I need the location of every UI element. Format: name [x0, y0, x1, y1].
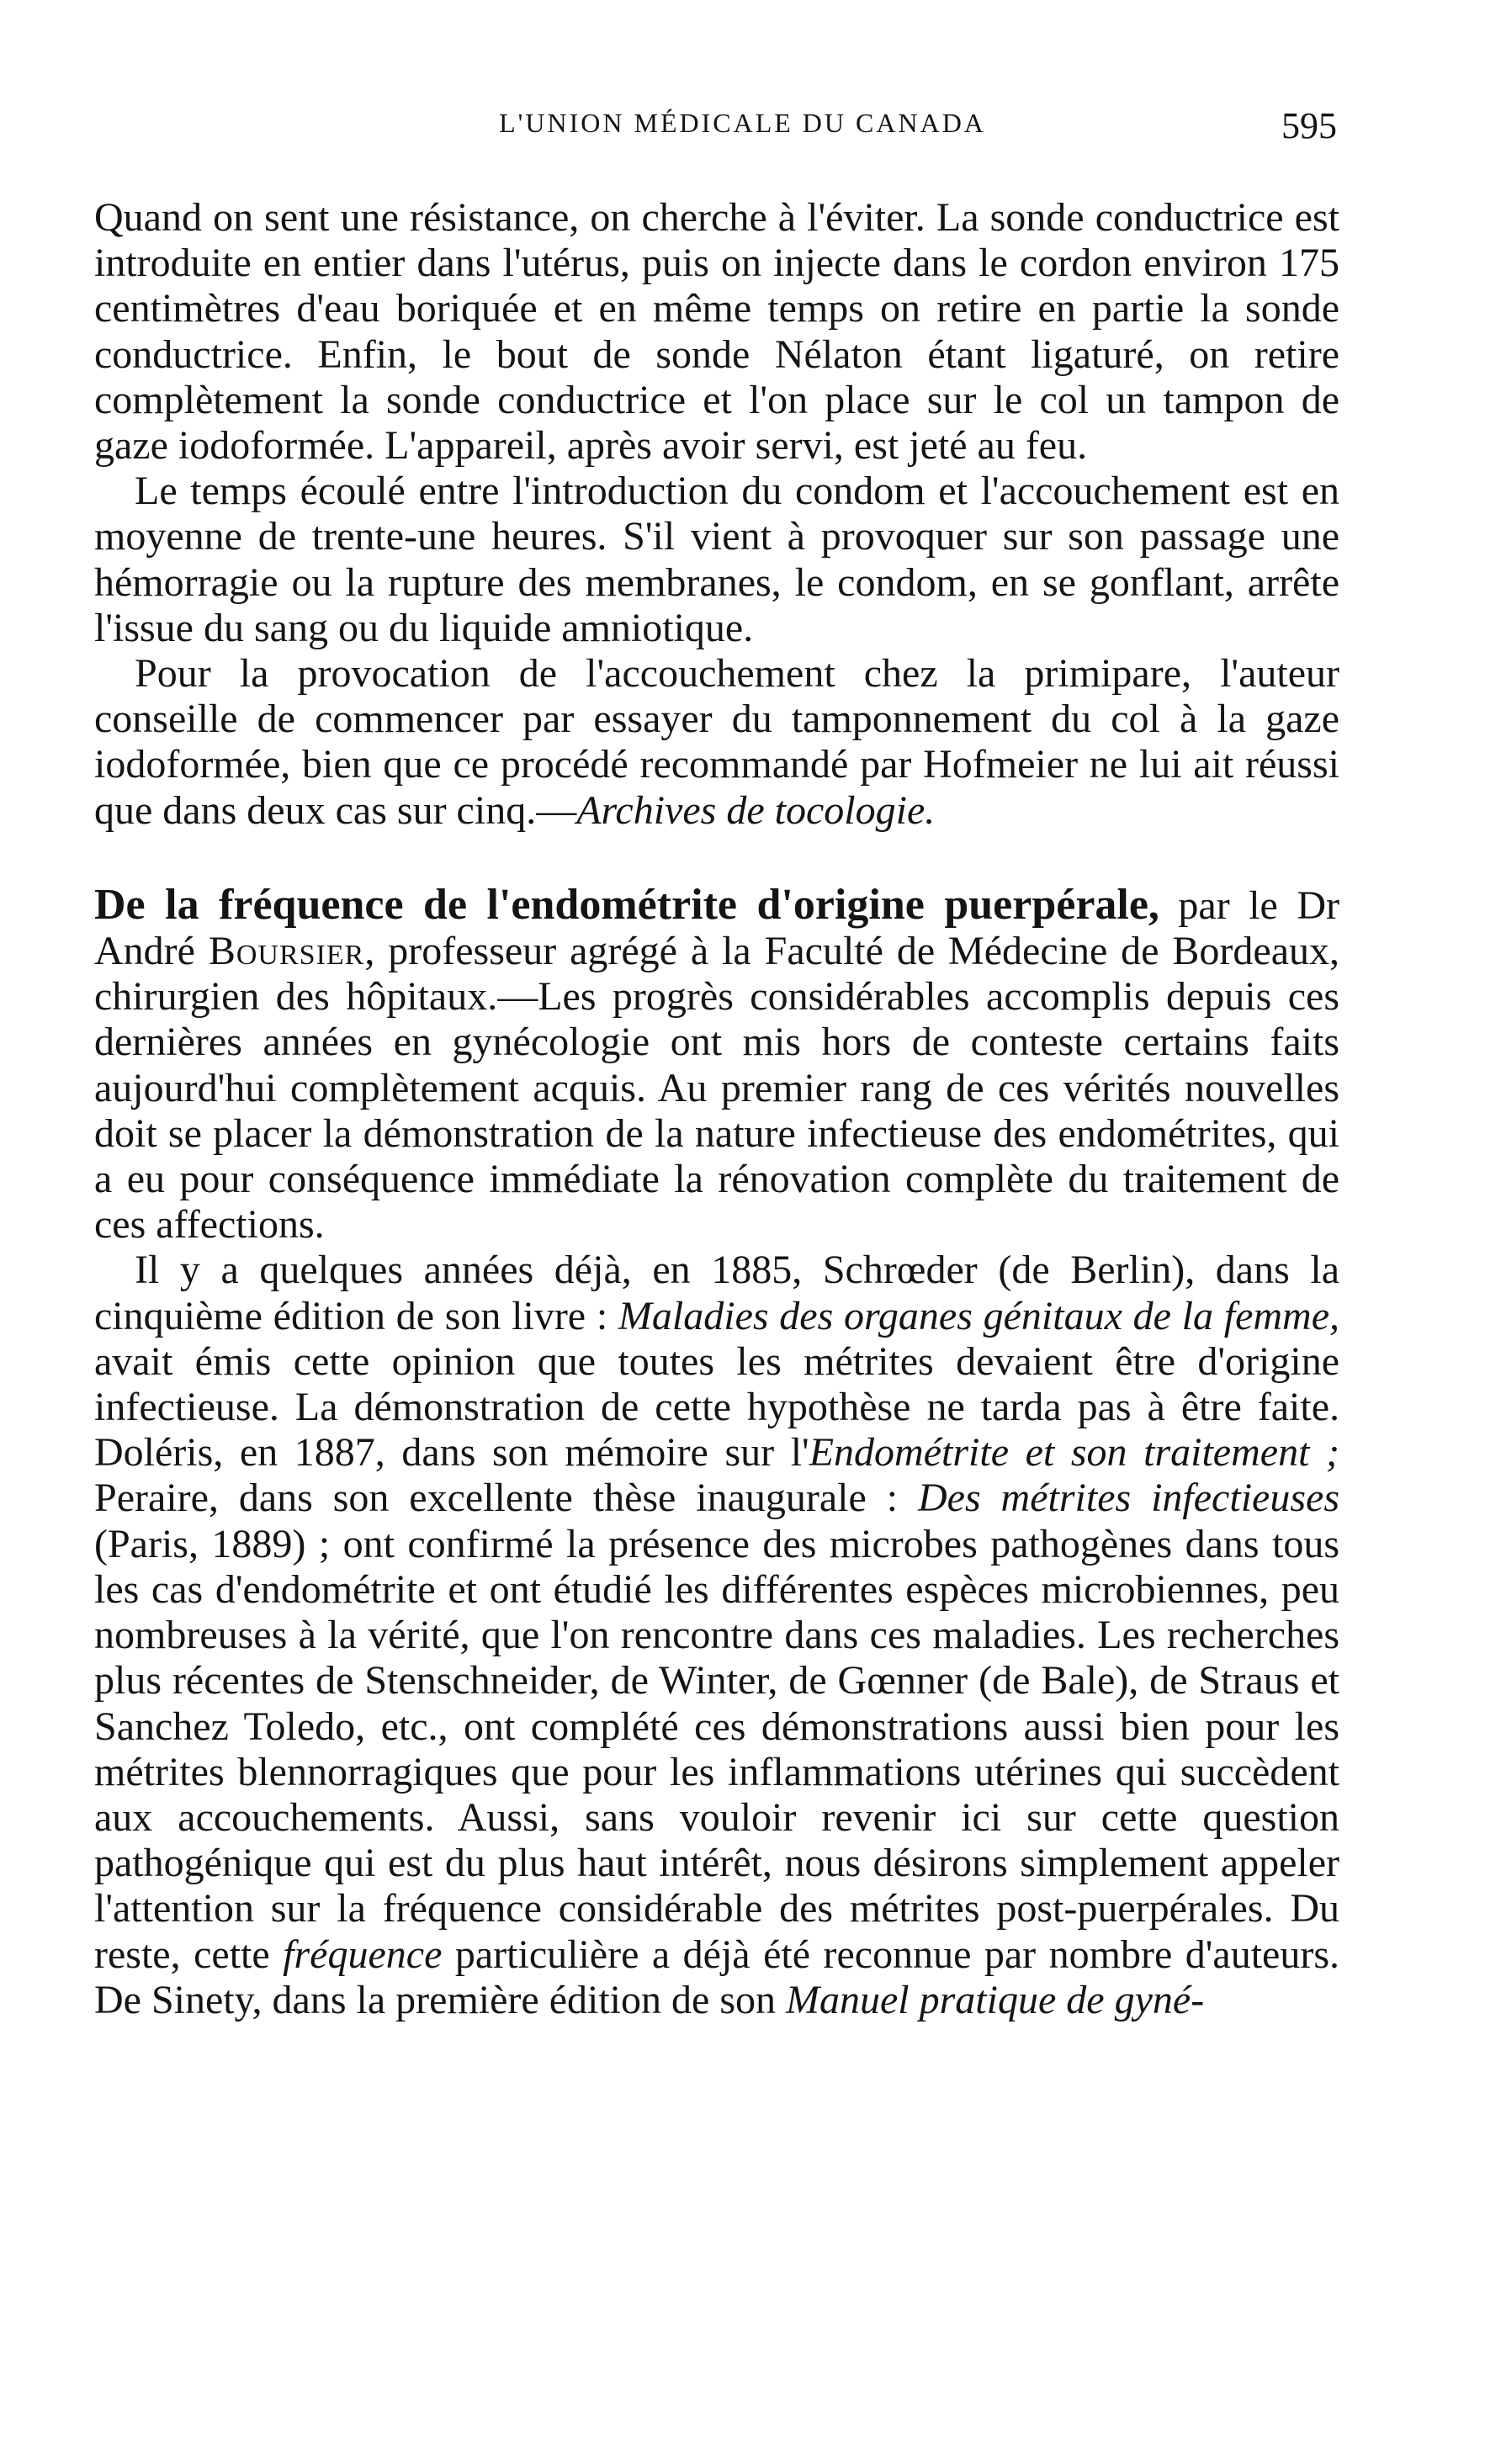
running-head	[0, 105, 1485, 158]
paragraph-primipara	[94, 651, 1339, 834]
author-name: Boursier	[208, 929, 365, 974]
emphasis: fréquence	[283, 1931, 443, 1977]
paragraph-text: , professeur agrégé à la Faculté de Médecine de Bordeaux, chirurgien des hôpitaux.—Les progrès considérables accomplis depuis ces dernières années en gynécologie ont mis hors de conteste certains faits aujourd'hui complètement acquis. Au premier rang de ces vérités nouvelles doit se placer la démonstration de la nature infectieuse des endométrites, qui a eu pour conséquence immédiate la rénovation complète du traitement de ces affections.	[94, 929, 1339, 1248]
paragraph-text: Pour la provocation de l'accouchement chez la primipare, l'auteur conseille de commencer par essayer du tamponnement du col à la gaze iodoformée, bien que ce procédé recommandé par Hofmeier ne lui ait réussi que dans deux cas sur cinq.—	[94, 651, 1339, 833]
paragraph-endometritis-intro	[94, 882, 1339, 1248]
book-title: Maladies des organes génitaux de la femme,	[618, 1293, 1339, 1338]
manual-title: Manuel pratique de gyné-	[786, 1977, 1205, 2022]
paragraph-history	[94, 1248, 1339, 2022]
text-run: Il y a quelques années déjà, en 1885, Schrœder (de Berlin), dans la cinquième édition de son livre :	[94, 1248, 1339, 1338]
text-run: avait émis cette opinion que toutes les métrites devaient être d'origine infectieuse. La démonstration de cette hypothèse ne tarda pas à être faite. Doléris, en 1887, dans son mémoire sur l'	[94, 1338, 1339, 1476]
journal-title: L'UNION MÉDICALE DU CANADA	[499, 108, 986, 138]
text-run: Peraire, dans son excellente thèse inaugurale :	[94, 1476, 918, 1521]
page-number: 595	[1281, 105, 1337, 146]
article-body	[94, 195, 1339, 2023]
text-run: particulière a déjà été reconnue par nombre d'auteurs. De Sinety, dans la première édition de son	[94, 1931, 1339, 2022]
paragraph-delivery-time: Le temps écoulé entre l'introduction du condom et l'accouchement est en moyenne de trente-une heures. S'il vient à provoquer sur son passage une hémorragie ou la rupture des membranes, le condom, en se gonflant, arrête l'issue du sang ou du liquide amniotique.	[94, 469, 1339, 650]
source-citation: Archives de tocologie.	[576, 787, 936, 833]
byline-prefix: par le Dr André	[94, 882, 1340, 974]
memoir-title: Endométrite et son traitement ;	[809, 1430, 1339, 1476]
thesis-title: Des métrites infectieuses	[917, 1476, 1340, 1521]
paragraph-condom-procedure: Quand on sent une résistance, on cherche à l'éviter. La sonde conductrice est introduite en entier dans l'utérus, puis on injecte dans le cordon environ 175 centimètres d'eau boriquée et en même temps on retire en partie la sonde conductrice. Enfin, le bout de sonde Nélaton étant ligaturé, on retire complètement la sonde conductrice et l'on place sur le col un tampon de gaze iodoformée. L'appareil, après avoir servi, est jeté au feu.	[94, 195, 1339, 469]
text-run: (Paris, 1889) ; ont confirmé la présence des microbes pathogènes dans tous les cas d'endométrite et ont étudié les différentes espèces microbiennes, peu nombreuses à la vérité, que l'on rencontre dans ces maladies. Les recherches plus récentes de Stenschneider, de Winter, de Gœnner (de Bale), de Straus et Sanchez Toledo, etc., ont complété ces démonstrations aussi bien pour les métrites blennorragiques que pour les inflammations utérines qui succèdent aux accouchements. Aussi, sans vouloir revenir ici sur cette question pathogénique qui est du plus haut intérêt, nous désirons simplement appeler l'attention sur la fréquence considérable des métrites post-puerpérales. Du reste, cette	[94, 1521, 1339, 1977]
section-title: De la fréquence de l'endométrite d'origine puerpérale,	[94, 880, 1159, 929]
